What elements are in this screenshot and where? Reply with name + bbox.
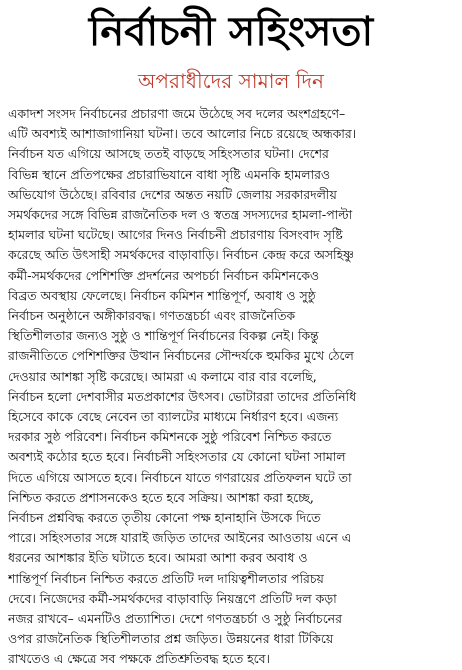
body-line: নির্বাচন অনুষ্ঠানে অঙ্গীকারবদ্ধ। গণতন্ত্রচর্চা এবং রাজনৈতিক (8, 308, 296, 324)
body-line: বিব্রত অবস্থায় ফেলেছে। নির্বাচন কমিশন শান্তিপূর্ণ, অবাধ ও সুষ্ঠু (8, 287, 316, 303)
body-line: ধরনের আশঙ্কার ইতি ঘটাতে হবে। আমরা আশা করব অবাধ ও (8, 550, 308, 566)
article-body (8, 104, 454, 670)
body-line: একাদশ সংসদ নির্বাচনের প্রচারণা জমে উঠেছে সব দলের অংশগ্রহণে– (8, 106, 346, 121)
body-line: পারে। সহিংসতার সঙ্গে যারাই জড়িত তাদের আইনের আওতায় এনে এ (8, 530, 352, 546)
body-line: বিভিন্ন স্থানে প্রতিপক্ষের প্রচারাভিযানে বাধা সৃষ্টি এমনকি হামলারও (8, 166, 331, 182)
body-line: স্থিতিশীলতার জন্যও সুষ্ঠু ও শান্তিপূর্ণ নির্বাচনের বিকল্প নেই। কিন্তু (8, 328, 319, 344)
body-line: রাখতেও এ ক্ষেত্রে সব পক্ষকে প্রতিশ্রুতিবদ্ধ হতে হবে। (8, 651, 270, 667)
body-line: এটি অবশ্যই আশাজাগানিয়া ঘটনা। তবে আলোর নিচে রয়েছে অন্ধকার। (8, 126, 357, 142)
body-line: নির্বাচন যত এগিয়ে আসছে ততই বাড়ছে সহিংসতার ঘটনা। দেশের (8, 146, 329, 162)
body-line: কর্মী-সমর্থকদের পেশিশক্তি প্রদর্শনের অপচর্চা নির্বাচন কমিশনকেও (8, 267, 320, 283)
body-line: দেওয়ার আশঙ্কা সৃষ্টি করেছে। আমরা এ কলামে বার বার বলেছি, (8, 368, 317, 384)
body-line: হিসেবে কাকে বেছে নেবেন তা ব্যালটের মাধ্যমে নির্ধারণ হবে। এজন্য (8, 409, 339, 425)
body-line: রাজনীতিতে পেশিশক্তির উত্থান নির্বাচনের সৌন্দর্যকে হুমকির মুখে ঠেলে (8, 348, 354, 364)
body-line: দেবে। নিজেদের কর্মী-সমর্থকদের বাড়াবাড়ি নিয়ন্ত্রণে প্রতিটি দল কড়া (8, 590, 337, 606)
body-line: দিতে এগিয়ে আসতে হবে। নির্বাচনে যাতে গণরায়ের প্রতিফলন ঘটে তা (8, 469, 352, 485)
body-line: অবশ্যই কঠোর হতে হবে। নির্বাচনী সহিংসতার যে কোনো ঘটনা সামাল (8, 449, 346, 465)
body-line: নির্বাচন প্রশ্নবিদ্ধ করতে তৃতীয় কোনো পক্ষ হানাহানি উসকে দিতে (8, 510, 321, 526)
headline: নির্বাচনী সহিংসতা (88, 9, 374, 55)
body-line: নজর রাখবে– এমনটিও প্রত্যাশিত। দেশে গণতন্ত্রচর্চা ও সুষ্ঠু নির্বাচনের (8, 611, 342, 627)
body-line: নির্বাচন হলো দেশবাসীর মতপ্রকাশের উৎসব। ভোটাররা তাদের প্রতিনিধি (8, 388, 357, 404)
body-line: অভিযোগ উঠেছে। রবিবার দেশের অন্তত নয়টি জেলায় সরকারদলীয় (8, 186, 337, 202)
body-line: হামলার ঘটনা ঘটেছে। আগের দিনও নির্বাচনী প্রচারণায় বিসংবাদ সৃষ্টি (8, 227, 343, 243)
subheadline: অপরাধীদের সামাল দিন (138, 69, 324, 93)
body-line: দরকার সুষ্ঠ পরিবেশ। নির্বাচন কমিশনকে সুষ্ঠু পরিবেশ নিশ্চিত করতে (8, 429, 332, 445)
body-line: শান্তিপূর্ণ নির্বাচন নিশ্চিত করতে প্রতিটি দল দায়িত্বশীলতার পরিচয় (8, 570, 324, 586)
body-line: নিশ্চিত করতে প্রশাসনকেও হতে হবে সক্রিয়। আশঙ্কা করা হচ্ছে, (8, 489, 314, 505)
body-line: করেছে অতি উৎসাহী সমর্থকদের বাড়াবাড়ি। নির্বাচন কেন্দ্র করে অসহিষ্ণু (8, 247, 354, 263)
body-line: ওপর রাজনৈতিক স্থিতিশীলতার প্রশ্ন জড়িত। উন্নয়নের ধারা টিকিয়ে (8, 631, 334, 647)
body-line: সমর্থকদের সঙ্গে বিভিন্ন রাজনৈতিক দল ও স্বতন্ত্র সদস্যদের হামলা-পাল্টা (8, 207, 353, 223)
